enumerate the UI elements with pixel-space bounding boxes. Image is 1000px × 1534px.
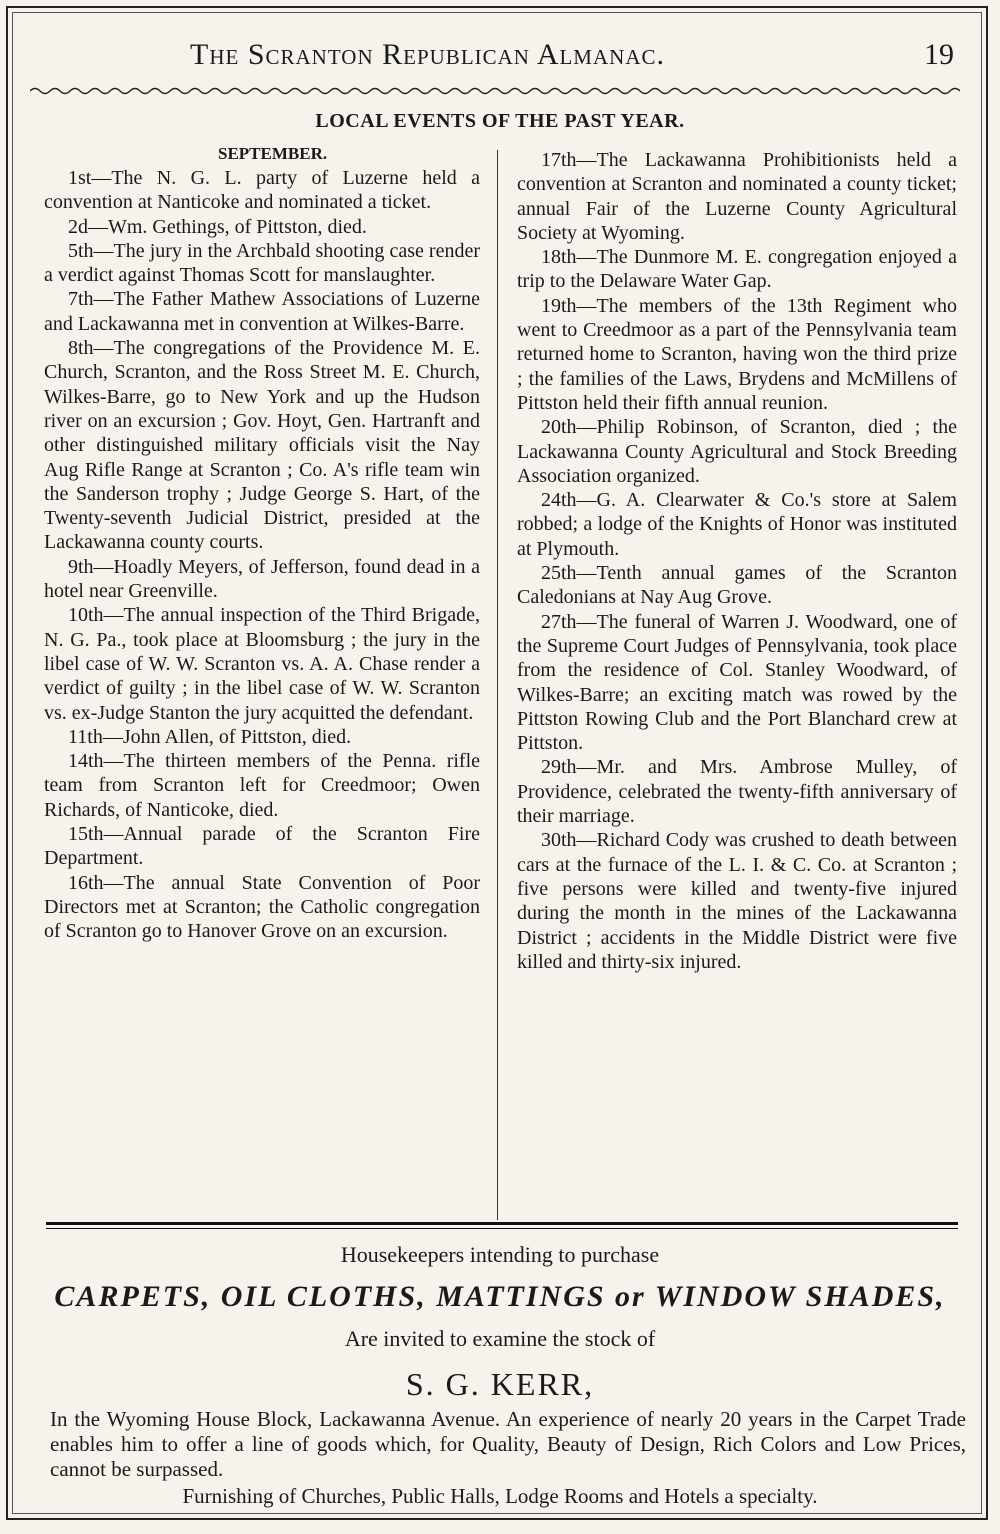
event-entry: 10th—The annual inspection of the Third Brigade, N. G. Pa., took place at Bloomsburg ; the jury in the libel case of W. W. Scranton vs. A. A. Chase render a verdict of guilty ; in the libel case of W. W. Scranton vs. ex-Judge Stanton the jury acquitted the defendant. (44, 604, 480, 724)
event-entry: 17th—The Lackawanna Prohibitionists held a convention at Scranton and nominated a county ticket; annual Fair of the Luzerne County Agricultural Society at Wyoming. (517, 149, 957, 244)
event-entry: 25th—Tenth annual games of the Scranton Caledonians at Nay Aug Grove. (517, 562, 957, 609)
event-entry: 18th—The Dunmore M. E. congregation enjoyed a trip to the Delaware Water Gap. (517, 246, 957, 293)
ad-closing: Furnishing of Churches, Public Halls, Lodge Rooms and Hotels a specialty. (182, 1484, 818, 1508)
events-column-left (44, 142, 480, 944)
ad-headline: CARPETS, OIL CLOTHS, MATTINGS or WINDOW SHADES, (54, 1280, 946, 1313)
section-heading: LOCAL EVENTS OF THE PAST YEAR. (315, 110, 685, 132)
event-entry: 15th—Annual parade of the Scranton Fire Department. (44, 823, 480, 870)
column-divider (497, 150, 498, 1220)
event-entry: 5th—The jury in the Archbald shooting case render a verdict against Thomas Scott for manslaughter. (44, 239, 480, 287)
event-entry: 19th—The members of the 13th Regiment who went to Creedmoor as a part of the Pennsylvania team returned home to Scranton, having won the third prize ; the families of the Laws, Brydens and McMillens of Pittston held their fifth annual reunion. (517, 294, 957, 414)
event-entry: 29th—Mr. and Mrs. Ambrose Mulley, of Providence, celebrated the twenty-fifth anniversary of their marriage. (517, 756, 957, 828)
event-entry: 2d—Wm. Gethings, of Pittston, died. (68, 215, 367, 238)
event-entry: 7th—The Father Mathew Associations of Luzerne and Lackawanna met in convention at Wilkes-Barre. (44, 288, 480, 335)
event-entry: 1st—The N. G. L. party of Luzerne held a convention at Nanticoke and nominated a ticket. (44, 167, 480, 214)
merchant-name: S. G. KERR, (405, 1366, 595, 1402)
events-column-right (517, 148, 957, 974)
event-entry: 16th—The annual State Convention of Poor Directors met at Scranton; the Catholic congregation of Scranton go to Hanover Grove on an excursion. (44, 871, 480, 943)
almanac-title: The Scranton Republican Almanac. (190, 38, 665, 71)
section-divider-thin (46, 1228, 958, 1229)
ad-body: In the Wyoming House Block, Lackawanna Avenue. An experience of nearly 20 years in the Carpet Trade enables him to offer a line of goods which, for Quality, Beauty of Design, Rich Colors and Low Prices, cannot be surpassed. (50, 1407, 966, 1481)
ad-intro: Housekeepers intending to purchase (340, 1242, 660, 1267)
event-entry: 30th—Richard Cody was crushed to death between cars at the furnace of the L. I. & C. Co. at Scranton ; five persons were killed and twenty-five injured during the month in the mines of the Lackawanna District ; accidents in the Middle District were five killed and thirty-six injured. (517, 829, 957, 973)
ad-invite: Are invited to examine the stock of (344, 1326, 656, 1351)
page-header (30, 38, 960, 78)
event-entry: 9th—Hoadly Meyers, of Jefferson, found dead in a hotel near Greenville. (44, 555, 480, 603)
event-entry: 14th—The thirteen members of the Penna. rifle team from Scranton left for Creedmoor; Owen Richards, of Nanticoke, died. (44, 750, 480, 821)
page-number: 19 (924, 38, 954, 71)
event-entry: 11th—John Allen, of Pittston, died. (68, 725, 352, 748)
section-divider-thick (46, 1222, 958, 1225)
event-entry: 8th—The congregations of the Providence M. E. Church, Scranton, and the Ross Street M. E. Church, Wilkes-Barre, go to New York and up the Hudson river on an excursion ; Gov. Hoyt, Gen. Hartranft and other distinguished military officials visit the Nay Aug Rifle Range at Scranton ; Co. A's rifle team win the Sanderson trophy ; Judge George S. Hart, of the Twenty-seventh Judicial District, presided at the Lackawanna county courts. (44, 337, 480, 554)
event-entry: 20th—Philip Robinson, of Scranton, died ; the Lackawanna County Agricultural and Stock Breeding Association organized. (517, 416, 957, 487)
header-wavy-rule (30, 86, 960, 96)
event-entry: 27th—The funeral of Warren J. Woodward, one of the Supreme Court Judges of Pennsylvania, took place from the residence of Col. Stanley Woodward, of Wilkes-Barre; an exciting match was rowed by the Pittston Rowing Club and the Port Blanchard crew at Pittston. (517, 610, 957, 755)
event-entry: 24th—G. A. Clearwater & Co.'s store at Salem robbed; a lodge of the Knights of Honor was instituted at Plymouth. (517, 489, 957, 560)
month-label: SEPTEMBER. (218, 144, 328, 163)
